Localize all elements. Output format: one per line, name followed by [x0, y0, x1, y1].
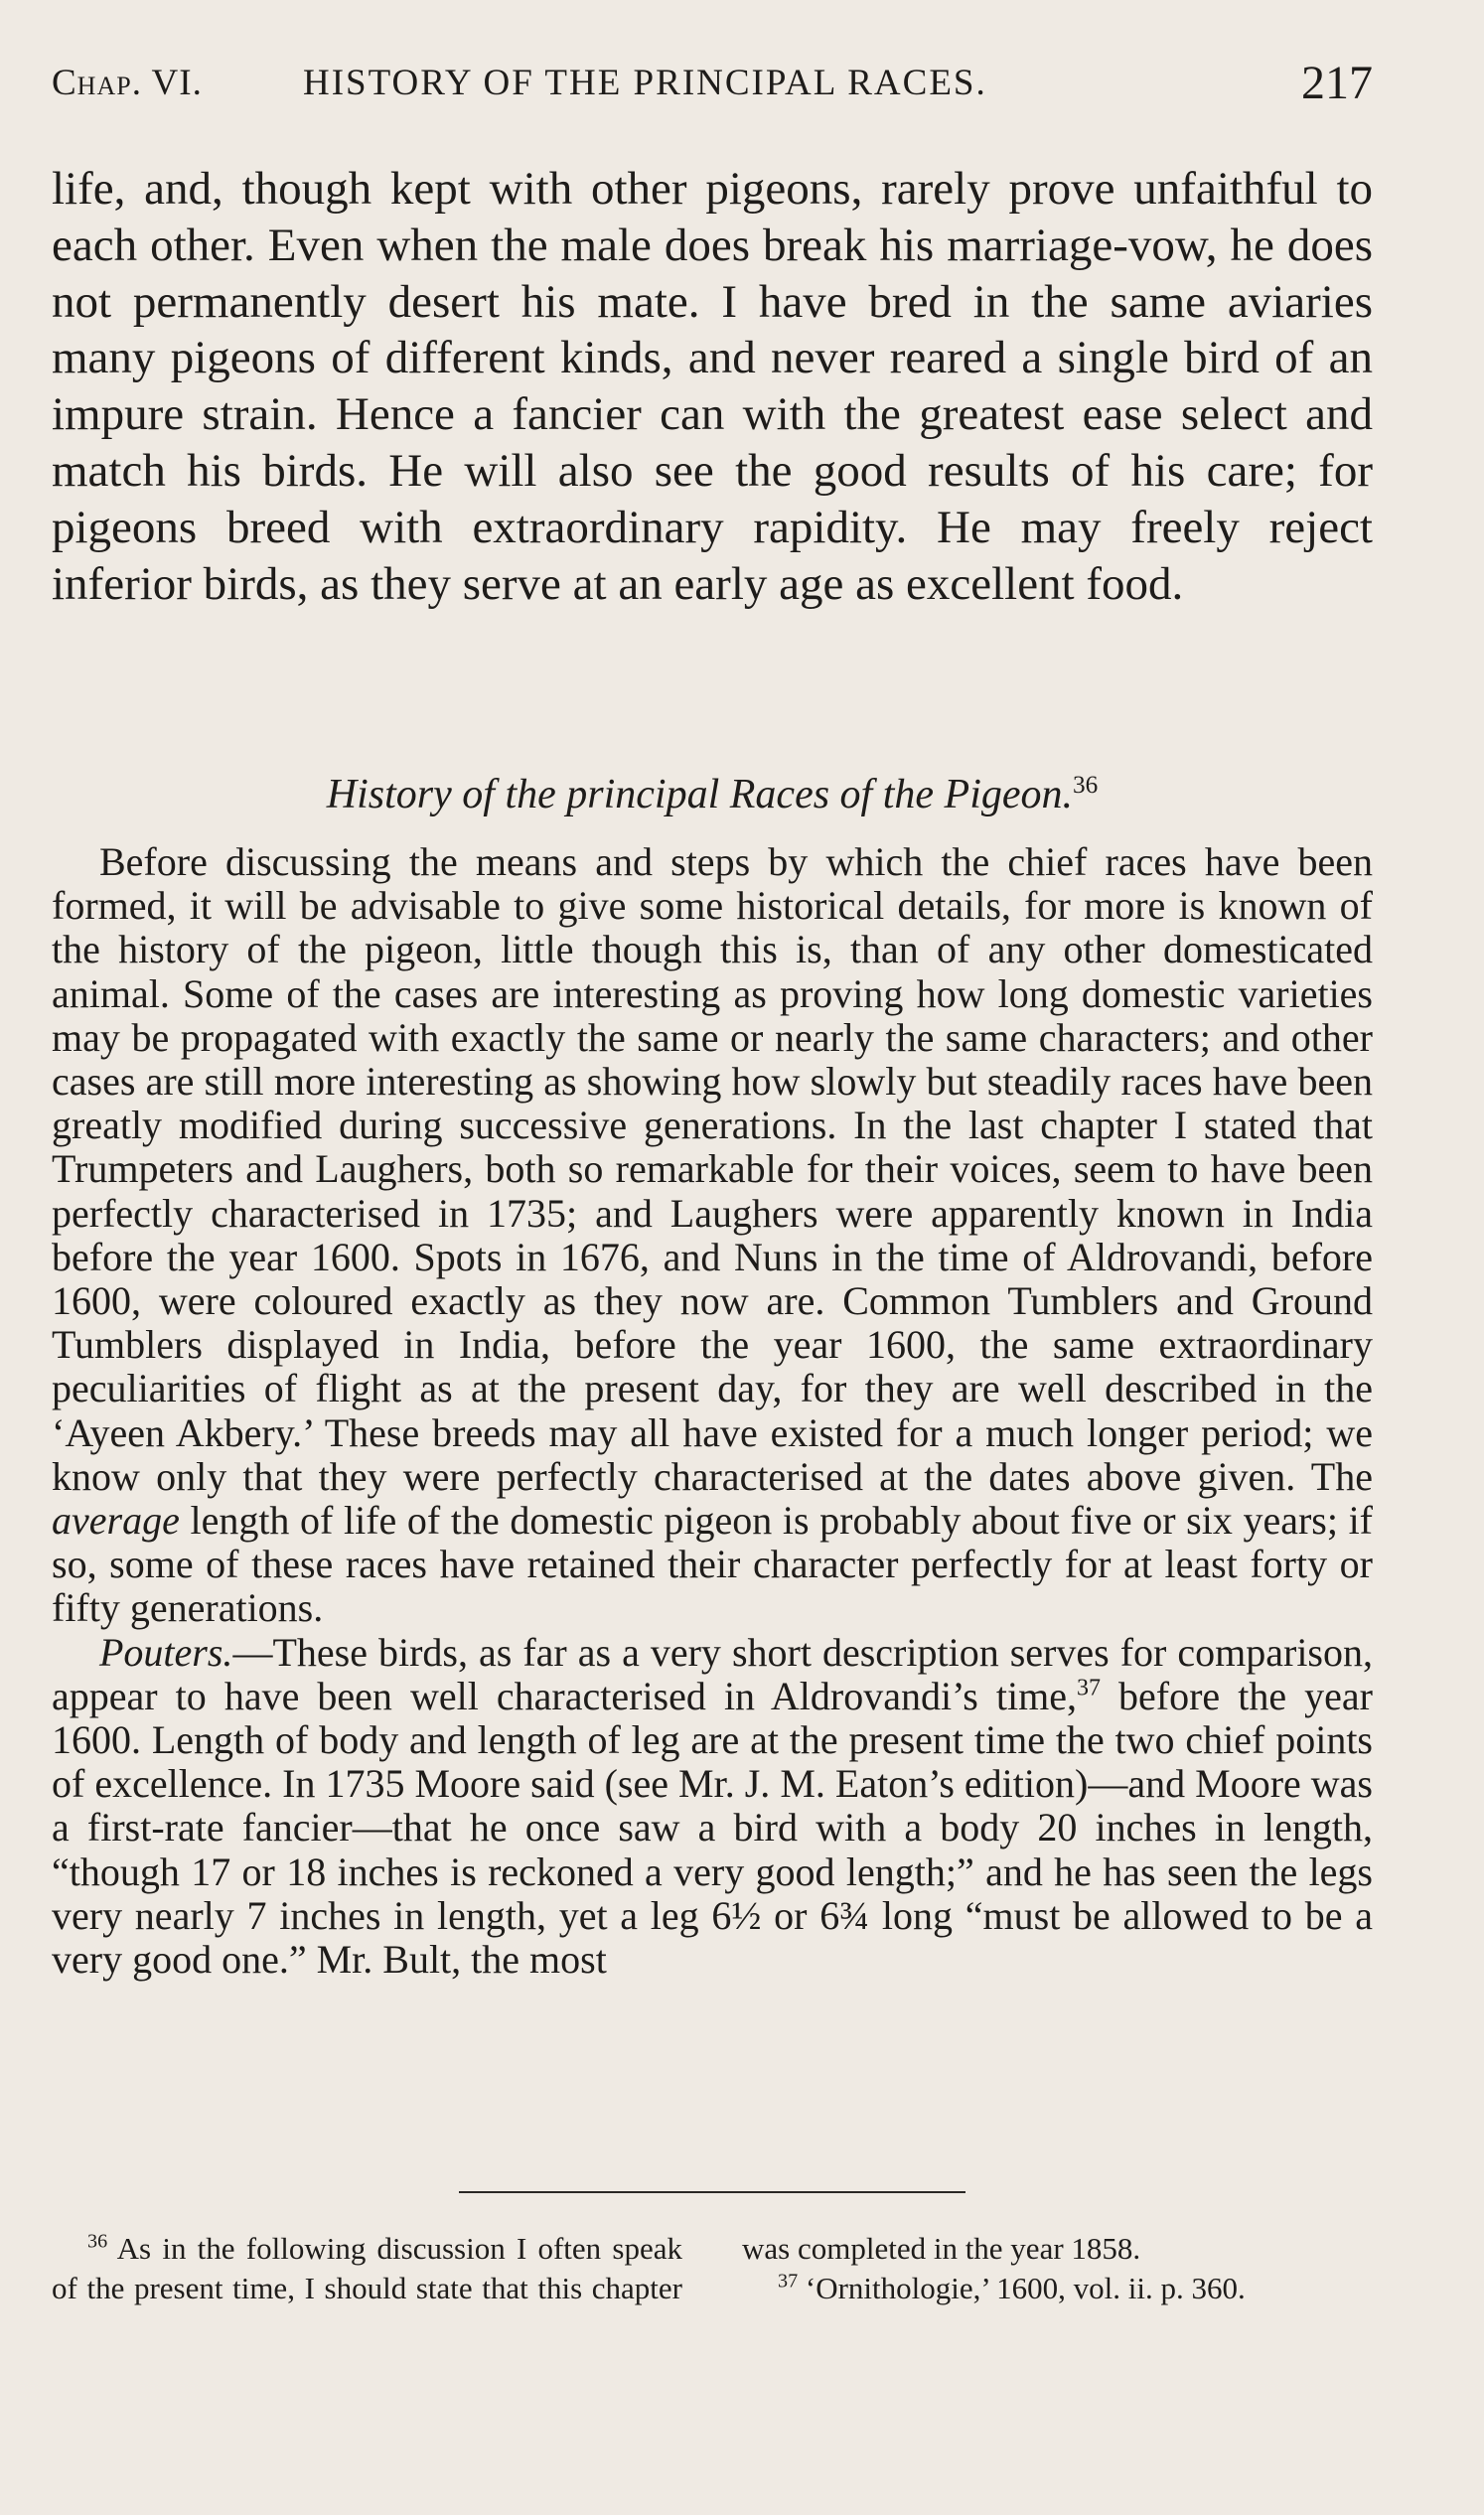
footnotes — [52, 2229, 1373, 2308]
lead-paragraph: life, and, though kept with other pigeons, rarely prove unfaithful to each other. Even when the male does break his marriage-vow, he does not permanently desert his mate. I have bred in the same aviaries many pigeons of different kinds, and never reared a single bird of an impure strain. Hence a fancier can with the greatest ease select and match his birds. He will also see the good results of his care; for pigeons breed with extraordinary rapidity. He may freely reject inferior birds, as they serve at an early age as excellent food. — [52, 163, 1373, 610]
section-title-text: History of the principal Races of the Pigeon. — [326, 772, 1073, 817]
running-header — [52, 56, 1373, 115]
paragraph-pouters — [52, 1631, 1373, 1983]
paragraph-history-text: Before discussing the means and steps by which the chief races have been formed, it will be advisable to give some historical details, for more is known of the history of the pigeon, little though this is, than of any other domesticated animal. Some of the cases are interesting as proving how long domestic varieties may be propagated with exactly the same or nearly the same characters; and other cases are still more interesting as showing how slowly but steadily races have been greatly modified during successive generations. In the last chapter I stated that Trumpeters and Laughers, both so remarkable for their voices, seem to have been perfectly characterised in 1735; and Laughers were apparently known in India before the year 1600. Spots in 1676, and Nuns in the time of Aldrovandi, before 1600, were coloured exactly as they now are. Common Tumblers and Ground Tumblers displayed in India, before the year 1600, the same extraordinary peculiarities of flight as at the present day, for they are well described in the ‘Ayeen Akbery.’ These breeds may all have existed for a much longer period; we know only that they were perfectly characterised at the dates above given. The — [52, 839, 1373, 1499]
paragraph-history-end: length of life of the domestic pigeon is probably about five or six years; if so, some of these races have retained their character perfectly for at least forty or fifty generations. — [52, 1498, 1374, 1631]
paragraph-pouters-end: before the year 1600. Length of body and length of leg are at the present time the two chief points of excellence. In 1735 Moore said (see Mr. J. M. Eaton’s edition)—and Moore was a first-rate fancier—that he once saw a bird with a body 20 inches in length, “though 17 or 18 inches is reckoned a very good length;” and he has seen the legs very nearly 7 inches in length, yet a leg 6½ or 6¾ long “must be allowed to be a very good one.” Mr. Bult, the most — [52, 1673, 1374, 1983]
footnote-36-text: As in the following discussion I often speak of the present time, I should state that this chapter was completed in the year 1858. — [52, 2231, 1141, 2305]
footnote-37 — [742, 2269, 1373, 2308]
body-text — [52, 840, 1373, 1982]
emphasis-average: average — [52, 1498, 180, 1544]
footnote-37-marker: 37 — [778, 2270, 799, 2293]
section-title — [52, 767, 1373, 822]
pouters-label: Pouters. — [99, 1629, 233, 1675]
chapter-label: Chap. VI. — [52, 63, 203, 103]
footnote-36-marker: 36 — [87, 2230, 108, 2253]
running-title: HISTORY OF THE PRINCIPAL RACES. — [303, 63, 987, 103]
footnote-ref-37: 37 — [1076, 1675, 1101, 1701]
footnote-ref-36: 36 — [1073, 772, 1099, 799]
page-number: 217 — [1301, 57, 1373, 109]
footnote-37-text: ‘Ornithologie,’ 1600, vol. ii. p. 360. — [798, 2271, 1246, 2305]
paragraph-history — [52, 840, 1373, 1631]
paragraph-pouters-start: —These birds, as far as a very short description serves for comparison, appear to have been well characterised in Aldrovandi’s time, — [52, 1629, 1373, 1718]
footnote-divider — [459, 2191, 965, 2193]
